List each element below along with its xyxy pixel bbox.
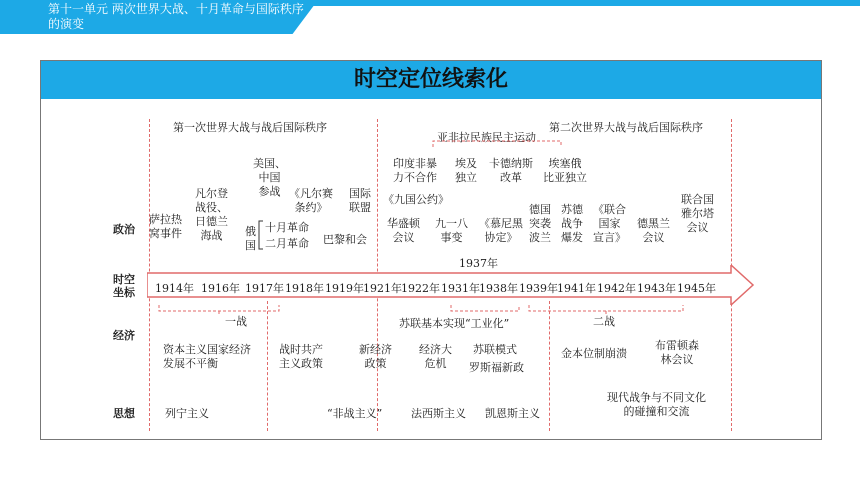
econ-new-deal: 罗斯福新政: [469, 361, 524, 374]
event-sep18: 九一八 事变: [435, 217, 468, 244]
event-soviet-german: 苏德 战争 爆发: [561, 203, 583, 244]
thought-keynes: 凯恩斯主义: [485, 407, 540, 420]
label-war2: 二战: [593, 315, 615, 328]
event-ethiopia: 埃塞俄 比亚独立: [543, 157, 587, 184]
event-oct-rev: 十月革命: [265, 221, 309, 234]
year-1942: 1942年: [597, 282, 636, 295]
period-left: 第一次世界大战与战后国际秩序: [173, 121, 327, 134]
event-russia: 俄 国: [245, 225, 256, 252]
diagram-frame: [40, 60, 822, 440]
unit-header: [0, 0, 860, 34]
year-1921: 1921年: [363, 282, 402, 295]
row-label-economy: 经济: [113, 329, 135, 342]
year-1931: 1931年: [441, 282, 480, 295]
row-label-thought: 思想: [113, 407, 135, 420]
event-tehran: 德黑兰 会议: [637, 217, 670, 244]
thought-leninism: 列宁主义: [165, 407, 209, 420]
econ-soviet-model: 苏联模式: [473, 343, 517, 356]
thought-modern-war: 现代战争与不同文化 的碰撞和交流: [607, 391, 706, 418]
label-soviet-industrialization: 苏联基本实现“工业化”: [399, 317, 510, 330]
year-1945: 1945年: [677, 282, 716, 295]
period-right: 第二次世界大战与战后国际秩序: [549, 121, 703, 134]
year-1919: 1919年: [325, 282, 364, 295]
event-cardenas: 卡德纳斯 改革: [489, 157, 533, 184]
event-germany-poland: 德国 突袭 波兰: [529, 203, 551, 244]
event-battles: 凡尔登 战役、 日德兰 海战: [195, 187, 228, 242]
econ-crisis: 经济大 危机: [419, 343, 452, 370]
year-1943: 1943年: [637, 282, 676, 295]
event-washington: 华盛顿 会议: [387, 217, 420, 244]
event-sarajevo: 萨拉热 窝事件: [149, 213, 182, 240]
econ-gold: 金本位制崩溃: [561, 347, 627, 360]
event-league: 国际 联盟: [349, 187, 371, 214]
event-paris: 巴黎和会: [323, 233, 367, 246]
row-label-timeline: 时空 坐标: [113, 273, 135, 299]
event-usa-china: 美国、 中国 参战: [253, 157, 286, 198]
event-munich: 《慕尼黑 协定》: [479, 217, 523, 244]
year-1916: 1916年: [201, 282, 240, 295]
year-1941: 1941年: [557, 282, 596, 295]
period-braces-bottom: [41, 61, 821, 331]
econ-uneven: 资本主义国家经济 发展不平衡: [163, 343, 251, 370]
thought-fascism: 法西斯主义: [411, 407, 466, 420]
econ-war-communism: 战时共产 主义政策: [279, 343, 323, 370]
thought-nonwar: “非战主义”: [327, 407, 383, 420]
banner-title: 时空定位线索化: [353, 67, 508, 92]
year-1914: 1914年: [155, 282, 194, 295]
year-1939: 1939年: [519, 282, 558, 295]
period-afro-asian: 亚非拉民族民主运动: [437, 131, 536, 144]
econ-nep: 新经济 政策: [359, 343, 392, 370]
year-1917: 1917年: [245, 282, 284, 295]
event-nine-power: 《九国公约》: [383, 193, 449, 206]
unit-title: 第十一单元 两次世界大战、十月革命与国际秩序的演变: [48, 2, 304, 31]
label-war1: 一战: [225, 315, 247, 328]
event-egypt: 埃及 独立: [455, 157, 477, 184]
event-versailles: 《凡尔赛 条约》: [289, 187, 333, 214]
year-1938: 1938年: [479, 282, 518, 295]
event-india: 印度非暴 力不合作: [393, 157, 437, 184]
year-1937: 1937年: [459, 257, 498, 270]
row-label-politics: 政治: [113, 223, 135, 236]
event-feb-rev: 二月革命: [265, 237, 309, 250]
econ-bretton: 布雷顿森 林会议: [655, 339, 699, 366]
year-1922: 1922年: [401, 282, 440, 295]
event-un-decl: 《联合 国家 宣言》: [593, 203, 626, 244]
event-yalta: 联合国 雅尔塔 会议: [681, 193, 714, 234]
year-1918: 1918年: [285, 282, 324, 295]
